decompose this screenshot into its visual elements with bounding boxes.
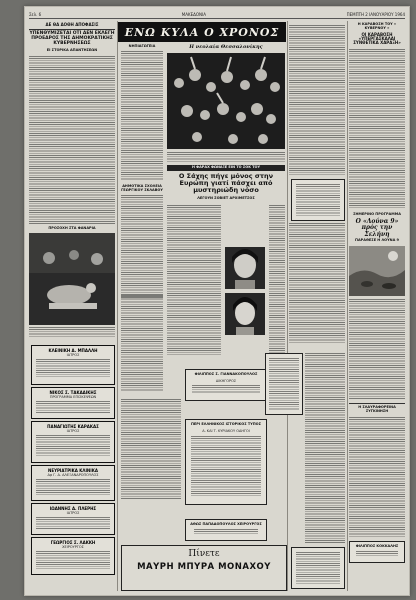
shah-byline: ΛΕΓΟΥΝ ΣΟΒΙΕΤ ΑΡΧΙΜΕΤΣΟΣ [197, 196, 255, 200]
moon-article-text [349, 299, 405, 399]
moon-sub: ΠΑΡΑΘΕΣΕ Η ΛΟΥΝΑ 9 [355, 238, 399, 243]
list2-title: ΔΗΜΟΤΙΚΑ ΣΧΟΛΕΙΑ ΓΕΩΡΓΙΚΟΥ ΣΚΛΑΒΟΥ [121, 183, 163, 192]
issue-date: ΠΕΜΠΤΗ 2 ΙΑΝΟΥΑΡΙΟΥ 1964 [346, 11, 405, 17]
ad-text [36, 435, 110, 457]
moon-surface-image [349, 246, 405, 296]
ticket-notice-title: ΠΕΡΙ ΕΛΛΗΝΙΚΟΣ ΙΣΤΟΡΙΚΟΣ ΤΥΠΟΣ [190, 422, 262, 426]
ad-box [31, 503, 115, 535]
ad-line: ΙΑΤΡΟΣ [66, 353, 80, 357]
lawyer-ad-sub: ΔΙΚΗΓΟΡΟΣ [215, 378, 237, 383]
program-kicker: ΣΗΜΕΡΙΝΟ ΠΡΟΓΡΑΜΜΑ [353, 211, 401, 216]
masthead: ΜΑΚΕΔΟΝΙΑ [181, 11, 206, 17]
ticket-notice-sub: Α. ΚΑΙ Τ. ΚΥΡΙΑΚΟΥ ΟΔΗΓΟΙ [202, 428, 250, 433]
ad-title: ΚΛΕΙΝΙΚΗ Δ. ΜΠΑΛΛΗ [48, 348, 98, 353]
ad-title: ΠΑΝΑΓΙΩΤΗΣ ΚΑΡΑΚΑΣ [47, 424, 99, 429]
shah-article-text-2 [269, 205, 285, 355]
right-kicker: Η ΚΑΡΑΒΟΣΗ ΤΟΥ « ΚΥΒΕΡΝΟΥ » [357, 22, 397, 30]
bottom-right-text [349, 417, 405, 537]
center-left-text [121, 399, 181, 499]
running-head [29, 10, 405, 19]
ad-title: ΝΕΥΡΙΑΤΡΙΚΑ ΚΛΙΝΙΚΑ [48, 468, 98, 473]
list-text [121, 51, 163, 181]
ad-box [31, 465, 115, 501]
right-headline: ΟΙ ΚΑΡΑΒΟΣΗ «ΥΠΕΡΓΑΣΚΑΛΑΙ ΣΥΝΘΕΤΙΚΑ ΧΑΡΑΞΗ» [353, 31, 401, 46]
crowd-photo [167, 53, 285, 149]
narrow-ad-text [296, 184, 340, 216]
narrow-ad-2 [291, 547, 345, 589]
left-photo-caption [29, 327, 115, 337]
bottom-right-ad [349, 541, 405, 563]
beer-ad-title: ΜΑΥΡΗ ΜΠΥΡΑ ΜΟΝΑΧΟΥ [137, 561, 271, 572]
ad-title: ΙΩΑΝΝΗΣ Α. ΠΛΕΡΗΣ [49, 506, 97, 511]
bottom-right-ad-title: ΦΙΛΙΠΠΟΣ ΚΟΚΚΑΛΗΣ [355, 544, 399, 549]
ad-text [36, 517, 110, 529]
lawyer-ad-title: ΦΙΛΙΠΠΟΣ Σ. ΓΙΑΝΝΑΚΟΠΟΥΛΟΣ [194, 372, 258, 376]
beer-ad [121, 545, 287, 591]
moon-photo [349, 246, 405, 296]
ad-text [36, 479, 110, 495]
right-article-text [349, 49, 405, 209]
ad-box [31, 421, 115, 463]
ad-box [31, 345, 115, 385]
center-list-column [121, 45, 163, 299]
page-number: Σελ. 6 [29, 11, 42, 17]
narrow-column-text-3 [305, 353, 345, 543]
newspaper-page [24, 6, 410, 596]
center-list-text-3 [121, 295, 163, 391]
portrait-image [225, 293, 265, 335]
photo-caption-text [167, 152, 285, 162]
column-rule [287, 21, 288, 591]
narrow-ad [291, 179, 345, 221]
shah-headline: Ο Σάχης πήγε μόνος στην Ευρώπη γιατί πάσχει από μυστηριώδη νόσο [178, 172, 274, 195]
shah-kicker: Η ΦΑΡΑΧ ΦΩΝΑΞΕ ΕΙΝ ΤΟ ΣΟΚ ΤΟΥ [167, 165, 285, 171]
ad-box [31, 537, 115, 575]
right-column [349, 21, 405, 591]
bottom-right-ad-text [356, 551, 398, 557]
narrow-ad-2-text [296, 552, 340, 584]
ad-text [36, 401, 110, 413]
ticket-notice-text [191, 436, 261, 496]
dancers-photo [29, 233, 115, 325]
bottom-right-title: Η ΣΛΑΥΡΑΦΟΡΕΙΝΑ ΣΥΓΚΙΝΗΣΗ [349, 403, 405, 414]
ad-text [36, 359, 110, 377]
portrait-photo [225, 247, 265, 289]
center-banner: ΕΝΩ ΚΥΛΑ Ο ΧΡΟΝΟΣ [118, 22, 286, 42]
ad-line: ΠΡΟΓΡΑΜΜΑ ΕΠΙΣΚΕΨΕΩΝ [49, 395, 97, 399]
photo-caption: Η νεολαία Θεσσαλονίκης [189, 44, 263, 50]
list-title: ΝΗΠΙΑΓΩΓΕΙΑ [128, 44, 156, 48]
beer-ad-pre: Πίνετε [188, 549, 220, 559]
ad-line: ΙΑΤΡΟΣ [66, 511, 80, 515]
small-notice [265, 353, 303, 415]
surgeon-ad [185, 519, 267, 541]
small-notice-text [269, 358, 299, 410]
moon-headline: Ο «Λούνα 9» πρός την Σελήνη [355, 217, 399, 238]
left-photo-title: ΠΡΟΣΟΧΗ ΣΤΑ ΦΑΝΑΡΙΑ [48, 226, 96, 231]
column-rule [117, 21, 118, 591]
left-headline: ΥΠΕΝΘΥΜΙΖΕΤΑΙ ΟΤΙ ΔΕΝ ΕΚΛΕΓΗ ΠΡΟΕΔΡΟΣ ΤΗΣ ΔΗΜΟΚΡΑΤΙΚΗΣ ΚΥΒΕΡΝΗΣΕΩΣ [29, 31, 115, 47]
surgeon-ad-title: ΑΘΩΣ ΠΑΠΑΔΟΠΟΥΛΟΣ ΧΕΙΡΟΥΡΓΟΣ [190, 522, 262, 526]
left-photo [29, 233, 115, 325]
list2-text [121, 195, 163, 299]
narrow-column-text-2 [289, 223, 345, 343]
narrow-column-text [289, 25, 345, 175]
ad-line: Δρ Γ. Δ. ΑΛΕΞΑΝΔΡΟΠΟΥΛΟΣ [47, 473, 99, 477]
ad-box [31, 387, 115, 419]
ad-line: ΧΕΙΡΟΥΡΓΟΣ [62, 545, 84, 549]
lawyer-ad-text [192, 385, 260, 393]
shah-article-text [167, 205, 221, 355]
left-sub: ΕΙ ΣΤΟΡΙΚΑ ΑΠΑΝΤΗΣΕΩΝ [46, 48, 98, 53]
portrait-image [225, 247, 265, 289]
left-article-text [29, 56, 115, 224]
crowd-image [167, 53, 285, 149]
portrait-photo [225, 293, 265, 335]
ad-line: ΙΑΤΡΟΣ [66, 429, 80, 433]
column-rule [347, 21, 348, 591]
ad-text [36, 551, 110, 569]
ad-title: ΝΙΚΟΣ Σ. ΤΑΚΑΔΙΚΗΣ [49, 390, 97, 395]
ticket-notice [185, 419, 267, 505]
ad-title: ΓΕΩΡΓΙΟΣ Σ. ΛΑΚΚΗ [50, 540, 96, 545]
lawyer-ad [185, 369, 267, 401]
left-kicker: ΔΕ ΘΑ ΔΟΘΗ ΑΠΟΦΑΣΙΣ [45, 22, 99, 27]
surgeon-ad-text [194, 529, 258, 535]
